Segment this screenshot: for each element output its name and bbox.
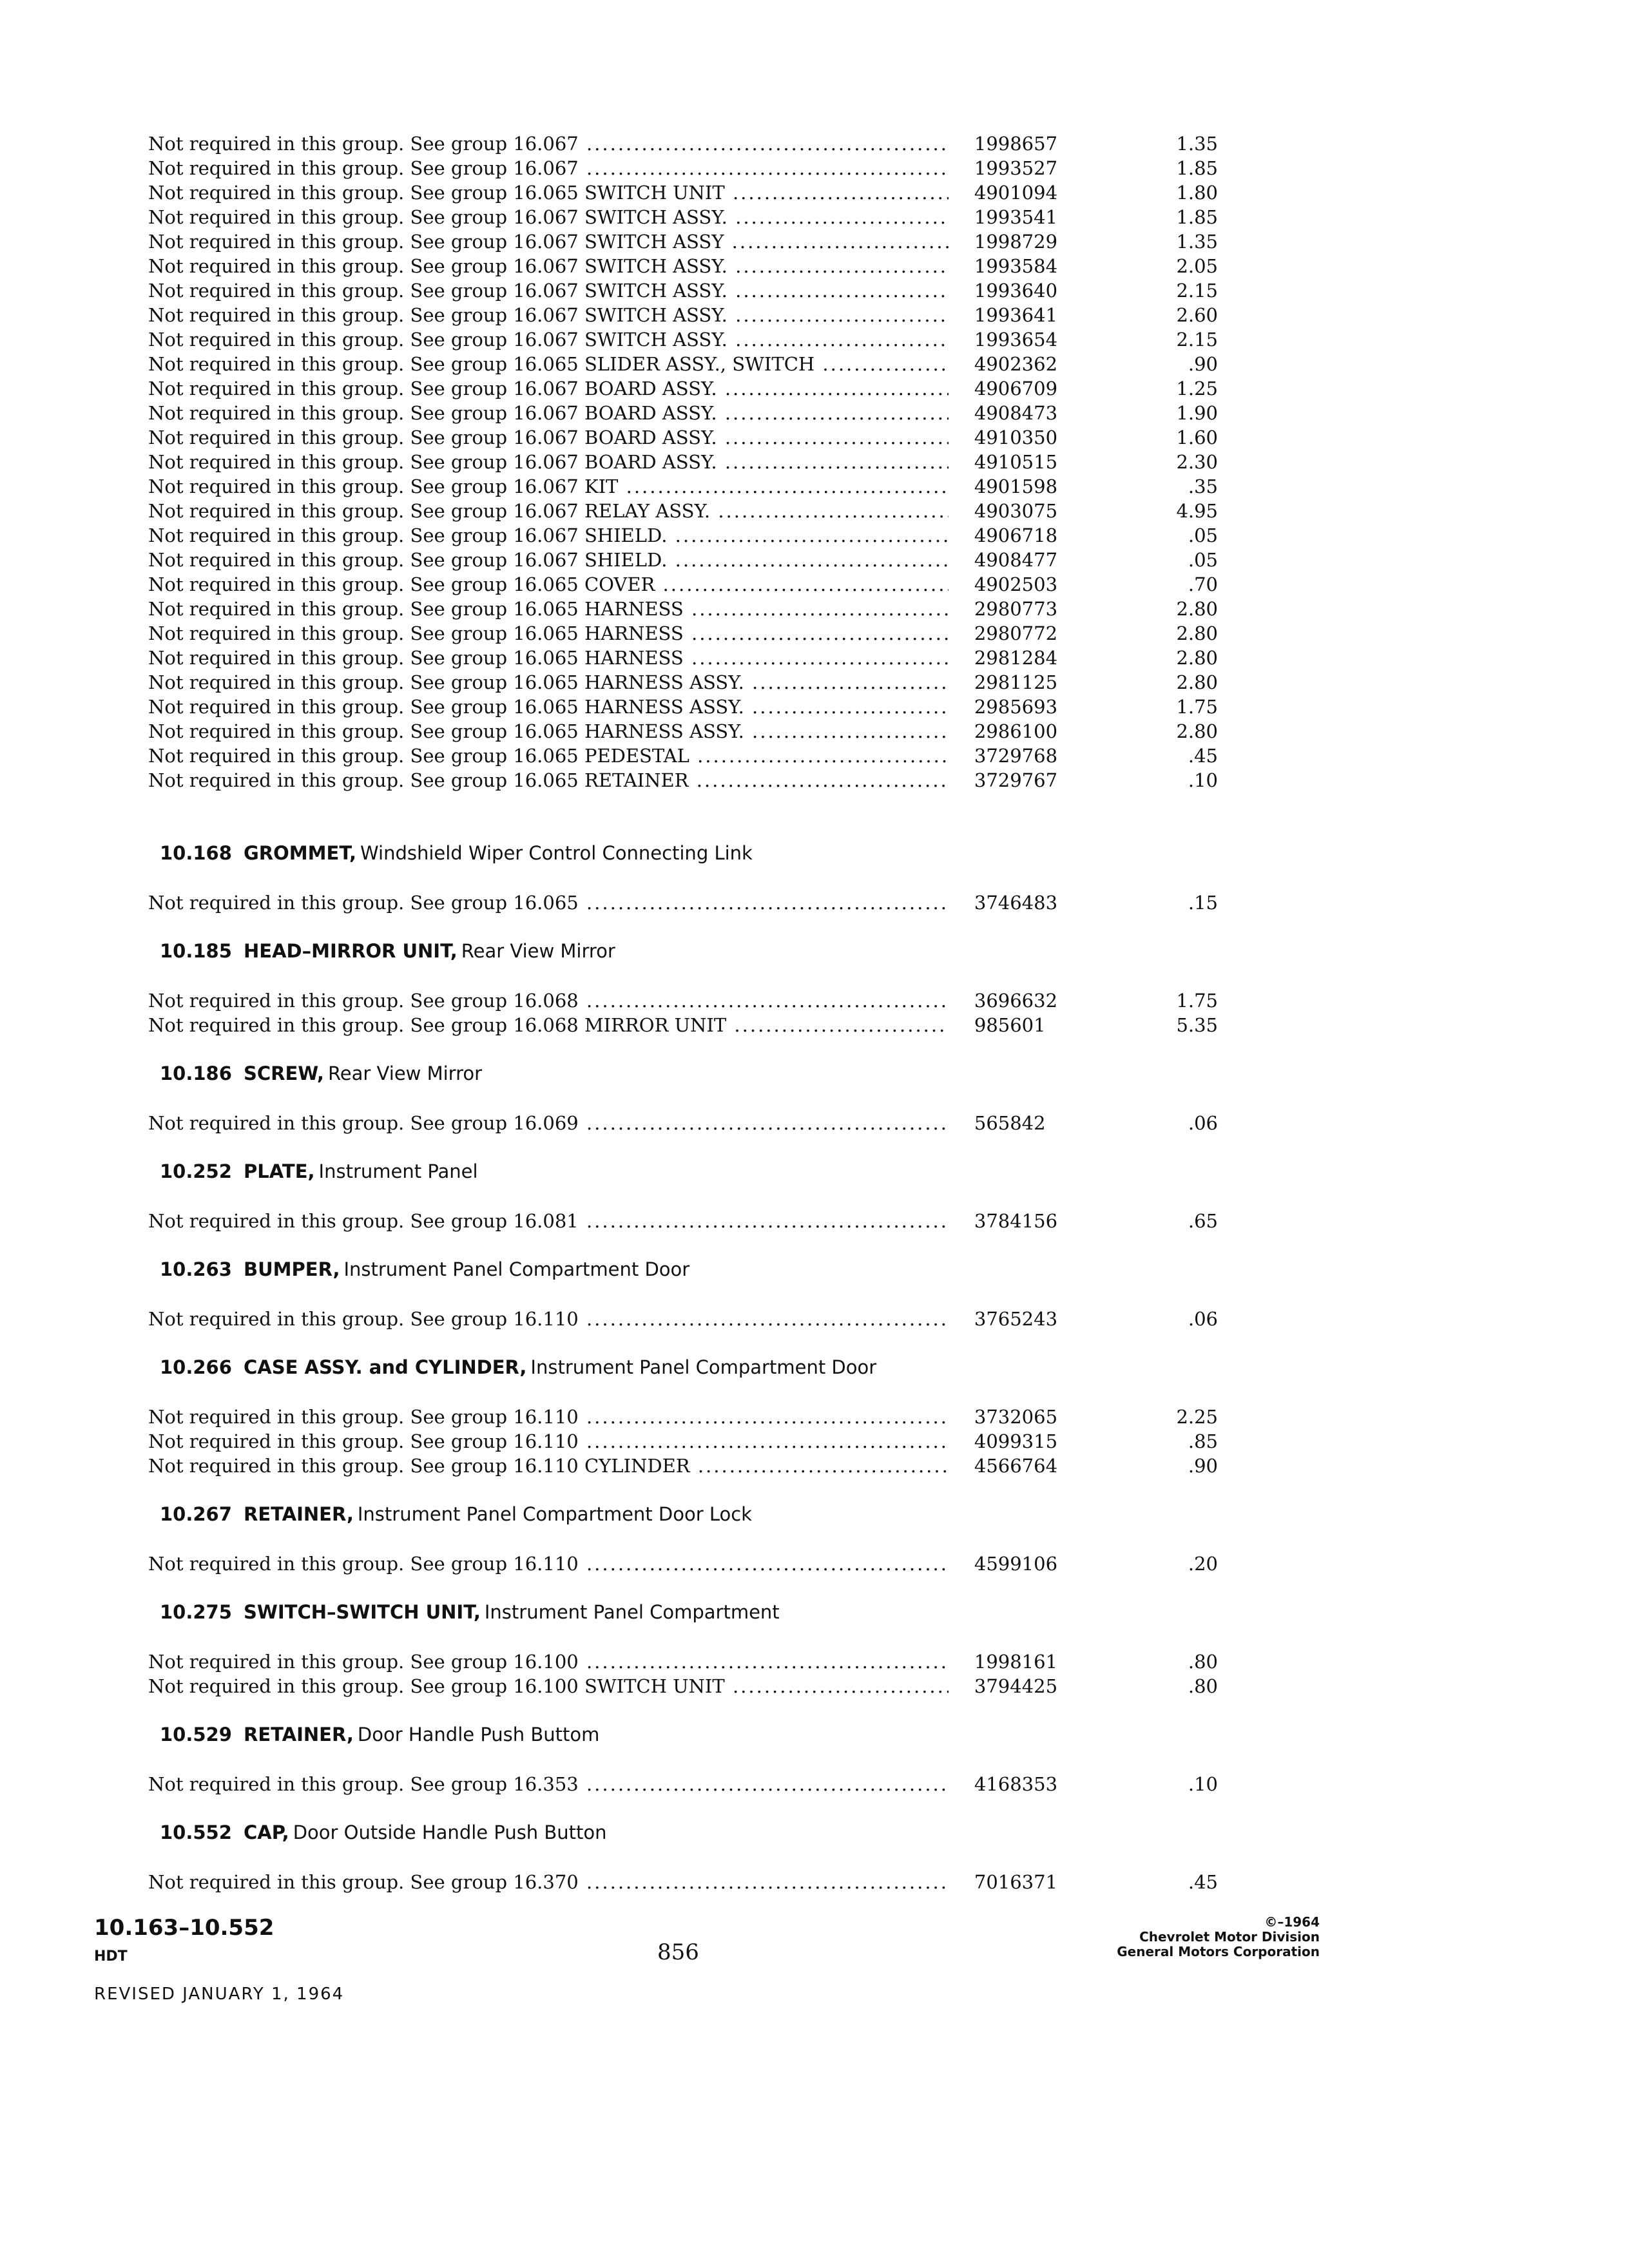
price: .65 <box>1188 1210 1219 1232</box>
row-desc: Not required in this group. See group 16.067 RELAY ASSY. ..... <box>148 499 949 523</box>
part-number: 2981125 <box>974 671 1058 693</box>
group-number: 10.263 <box>160 1258 232 1280</box>
row-desc: Not required in this group. See group 16.110 ..... <box>148 1307 949 1331</box>
row-desc: Not required in this group. See group 16.065 RETAINER ..... <box>148 768 949 793</box>
group <box>148 1158 1218 1233</box>
price: 2.15 <box>1176 280 1219 302</box>
price: 1.85 <box>1176 157 1219 179</box>
part-row <box>148 523 1218 548</box>
group <box>148 840 1218 915</box>
part-number: 4099315 <box>974 1430 1058 1452</box>
row-desc: Not required in this group. See group 16.065 HARNESS ..... <box>148 646 949 670</box>
part-number: 3794425 <box>974 1675 1058 1697</box>
group-heading <box>160 1256 1218 1282</box>
part-number: 1993640 <box>974 280 1058 302</box>
group-number: 10.267 <box>160 1503 232 1525</box>
row-desc: Not required in this group. See group 16.067 SWITCH ASSY. ..... <box>148 205 949 229</box>
row-desc: Not required in this group. See group 16.110 ..... <box>148 1405 949 1429</box>
part-number: 7016371 <box>974 1871 1058 1893</box>
group-desc: Instrument Panel Compartment Door Lock <box>357 1503 752 1525</box>
group-heading <box>160 938 1218 964</box>
part-row <box>148 768 1218 793</box>
part-number: 3729767 <box>974 769 1058 791</box>
copyright <box>1117 1915 1320 1959</box>
group-name: CAP, <box>244 1821 289 1843</box>
part-row <box>148 1649 1218 1674</box>
row-desc: Not required in this group. See group 16.100 SWITCH UNIT ..... <box>148 1674 949 1698</box>
row-desc: Not required in this group. See group 16.081 ..... <box>148 1209 949 1233</box>
row-desc: Not required in this group. See group 16.065 SWITCH UNIT ..... <box>148 180 949 205</box>
price: .85 <box>1188 1430 1219 1452</box>
group-number: 10.186 <box>160 1062 232 1084</box>
group-name: RETAINER, <box>244 1724 354 1745</box>
row-desc: Not required in this group. See group 16.068 ..... <box>148 988 949 1013</box>
row-desc: Not required in this group. See group 16.065 COVER ..... <box>148 572 949 597</box>
part-number: 1998657 <box>974 133 1058 155</box>
group <box>148 1820 1218 1894</box>
row-desc: Not required in this group. See group 16.065 PEDESTAL ..... <box>148 744 949 768</box>
group-desc: Door Outside Handle Push Button <box>293 1821 607 1843</box>
part-number: 565842 <box>974 1112 1046 1134</box>
revised-date: REVISED JANUARY 1, 1964 <box>94 1984 345 2004</box>
footer-range <box>94 1915 274 1965</box>
price: 2.15 <box>1176 329 1219 351</box>
row-desc: Not required in this group. See group 16.067 SHIELD. ..... <box>148 523 949 548</box>
row-desc: Not required in this group. See group 16.067 BOARD ASSY. ..... <box>148 401 949 425</box>
part-row <box>148 744 1218 768</box>
price: .45 <box>1188 745 1219 767</box>
part-row <box>148 1405 1218 1429</box>
part-row <box>148 180 1218 205</box>
price: .05 <box>1188 524 1219 546</box>
group-heading <box>160 1722 1218 1747</box>
price: .15 <box>1188 892 1219 914</box>
part-number: 4908473 <box>974 402 1058 424</box>
code: HDT <box>94 1948 128 1965</box>
group-heading <box>160 1158 1218 1184</box>
part-row <box>148 156 1218 180</box>
price: 2.25 <box>1176 1406 1219 1428</box>
group-desc: Instrument Panel Compartment Door <box>343 1258 690 1280</box>
group-name: CASE ASSY. and CYLINDER, <box>244 1356 527 1378</box>
part-number: 3765243 <box>974 1308 1058 1330</box>
price: 2.05 <box>1176 255 1219 277</box>
row-desc: Not required in this group. See group 16.110 ..... <box>148 1552 949 1576</box>
part-number: 1993584 <box>974 255 1058 277</box>
part-row <box>148 401 1218 425</box>
row-desc: Not required in this group. See group 16.067 ..... <box>148 156 949 180</box>
row-desc: Not required in this group. See group 16.067 SWITCH ASSY. ..... <box>148 303 949 327</box>
part-number: 4599106 <box>974 1553 1058 1575</box>
part-row <box>148 1429 1218 1454</box>
row-desc: Not required in this group. See group 16.110 ..... <box>148 1429 949 1454</box>
group <box>148 1599 1218 1698</box>
part-row <box>148 890 1218 915</box>
group-name: HEAD–MIRROR UNIT, <box>244 940 458 962</box>
part-row <box>148 499 1218 523</box>
part-row <box>148 303 1218 327</box>
row-desc: Not required in this group. See group 16.065 HARNESS ASSY. ..... <box>148 719 949 744</box>
row-desc: Not required in this group. See group 16.069 ..... <box>148 1111 949 1135</box>
part-row <box>148 205 1218 229</box>
part-number: 2981284 <box>974 647 1058 669</box>
part-number: 2980772 <box>974 622 1058 644</box>
part-row <box>148 327 1218 352</box>
price: .06 <box>1188 1112 1219 1134</box>
group-number: 10.266 <box>160 1356 232 1378</box>
part-number: 4168353 <box>974 1773 1058 1795</box>
row-desc: Not required in this group. See group 16.068 MIRROR UNIT ..... <box>148 1013 949 1037</box>
part-number: 4901094 <box>974 182 1058 204</box>
price: 1.35 <box>1176 133 1219 155</box>
group-heading <box>160 840 1218 866</box>
row-desc: Not required in this group. See group 16.065 ..... <box>148 890 949 915</box>
group-number: 10.252 <box>160 1160 232 1182</box>
copyright-year: ©–1964 <box>1264 1914 1320 1930</box>
row-desc: Not required in this group. See group 16.067 SHIELD. ..... <box>148 548 949 572</box>
row-desc: Not required in this group. See group 16.067 SWITCH ASSY. ..... <box>148 327 949 352</box>
group-desc: Windshield Wiper Control Connecting Link <box>360 842 753 864</box>
price: .35 <box>1188 476 1219 497</box>
part-row <box>148 646 1218 670</box>
row-desc: Not required in this group. See group 16.100 ..... <box>148 1649 949 1674</box>
parts-list <box>148 131 1218 1894</box>
row-desc: Not required in this group. See group 16.067 BOARD ASSY. ..... <box>148 376 949 401</box>
price: 2.30 <box>1176 451 1219 473</box>
group-number: 10.275 <box>160 1601 232 1623</box>
range: 10.163–10.552 <box>94 1915 275 1941</box>
part-row <box>148 1454 1218 1478</box>
group-name: SWITCH–SWITCH UNIT, <box>244 1601 481 1623</box>
price: 2.80 <box>1176 720 1219 742</box>
price: 5.35 <box>1176 1014 1219 1036</box>
group <box>148 938 1218 1037</box>
part-row <box>148 352 1218 376</box>
price: 1.85 <box>1176 206 1219 228</box>
part-number: 4908477 <box>974 549 1058 571</box>
group-name: RETAINER, <box>244 1503 354 1525</box>
part-row <box>148 1307 1218 1331</box>
group-number: 10.168 <box>160 842 232 864</box>
part-number: 4910515 <box>974 451 1058 473</box>
part-row <box>148 695 1218 719</box>
part-row <box>148 1209 1218 1233</box>
price: .06 <box>1188 1308 1219 1330</box>
group-heading <box>160 1501 1218 1527</box>
part-row <box>148 278 1218 303</box>
part-number: 1998161 <box>974 1651 1058 1673</box>
price: .10 <box>1188 769 1219 791</box>
row-desc: Not required in this group. See group 16.067 KIT ..... <box>148 474 949 499</box>
part-row <box>148 719 1218 744</box>
row-desc: Not required in this group. See group 16.067 BOARD ASSY. ..... <box>148 425 949 450</box>
row-desc: Not required in this group. See group 16.110 CYLINDER ..... <box>148 1454 949 1478</box>
group-heading <box>160 1354 1218 1380</box>
price: 2.60 <box>1176 304 1219 326</box>
part-row <box>148 670 1218 695</box>
part-row <box>148 621 1218 646</box>
part-number: 4903075 <box>974 500 1058 522</box>
price: .45 <box>1188 1871 1219 1893</box>
price: 1.75 <box>1176 990 1219 1012</box>
price: 2.80 <box>1176 598 1219 620</box>
part-number: 2986100 <box>974 720 1058 742</box>
group-desc: Rear View Mirror <box>327 1062 483 1084</box>
price: 2.80 <box>1176 647 1219 669</box>
price: 1.75 <box>1176 696 1219 718</box>
part-row <box>148 548 1218 572</box>
part-number: 4910350 <box>974 427 1058 448</box>
part-number: 4906718 <box>974 524 1058 546</box>
group-desc: Door Handle Push Buttom <box>357 1724 600 1745</box>
group-desc: Instrument Panel <box>318 1160 478 1182</box>
part-row <box>148 988 1218 1013</box>
row-desc: Not required in this group. See group 16.067 SWITCH ASSY. ..... <box>148 254 949 278</box>
part-number: 3729768 <box>974 745 1058 767</box>
row-desc: Not required in this group. See group 16.067 ..... <box>148 131 949 156</box>
part-number: 1998729 <box>974 231 1058 253</box>
part-row <box>148 1552 1218 1576</box>
group <box>148 1501 1218 1576</box>
part-row <box>148 1772 1218 1796</box>
group-number: 10.529 <box>160 1724 232 1745</box>
price: .20 <box>1188 1553 1219 1575</box>
group <box>148 1354 1218 1478</box>
group <box>148 1256 1218 1331</box>
part-row <box>148 1870 1218 1894</box>
group-name: PLATE, <box>244 1160 315 1182</box>
group-desc: Instrument Panel Compartment <box>484 1601 780 1623</box>
row-desc: Not required in this group. See group 16.067 BOARD ASSY. ..... <box>148 450 949 474</box>
group-name: BUMPER, <box>244 1258 340 1280</box>
row-desc: Not required in this group. See group 16.067 SWITCH ASSY. ..... <box>148 278 949 303</box>
price: 1.25 <box>1176 378 1219 399</box>
part-number: 985601 <box>974 1014 1046 1036</box>
row-desc: Not required in this group. See group 16.065 HARNESS ..... <box>148 621 949 646</box>
part-row <box>148 376 1218 401</box>
part-row <box>148 572 1218 597</box>
part-number: 3784156 <box>974 1210 1058 1232</box>
part-row <box>148 474 1218 499</box>
group-number: 10.552 <box>160 1821 232 1843</box>
group-name: SCREW, <box>244 1062 324 1084</box>
price: .90 <box>1188 1455 1219 1477</box>
part-number: 4902362 <box>974 353 1058 375</box>
part-number: 4902503 <box>974 573 1058 595</box>
part-number: 3746483 <box>974 892 1058 914</box>
group-heading <box>160 1599 1218 1625</box>
row-desc: Not required in this group. See group 16.065 HARNESS ..... <box>148 597 949 621</box>
row-desc: Not required in this group. See group 16.067 SWITCH ASSY ..... <box>148 229 949 254</box>
price: .80 <box>1188 1651 1219 1673</box>
part-number: 1993541 <box>974 206 1058 228</box>
price: .05 <box>1188 549 1219 571</box>
group-desc: Rear View Mirror <box>461 940 615 962</box>
price: 1.60 <box>1176 427 1219 448</box>
part-row <box>148 450 1218 474</box>
part-row <box>148 1013 1218 1037</box>
group-heading <box>160 1820 1218 1845</box>
row-desc: Not required in this group. See group 16.370 ..... <box>148 1870 949 1894</box>
part-row <box>148 131 1218 156</box>
group-desc: Instrument Panel Compartment Door <box>530 1356 877 1378</box>
group-name: GROMMET, <box>244 842 356 864</box>
page-number: 856 <box>657 1939 699 1965</box>
part-row <box>148 254 1218 278</box>
part-number: 3696632 <box>974 990 1058 1012</box>
part-number: 3732065 <box>974 1406 1058 1428</box>
part-number: 1993641 <box>974 304 1058 326</box>
price: .70 <box>1188 573 1219 595</box>
part-row <box>148 229 1218 254</box>
group-number: 10.185 <box>160 940 232 962</box>
price: 1.80 <box>1176 182 1219 204</box>
row-desc: Not required in this group. See group 16.065 SLIDER ASSY., SWITCH ..... <box>148 352 949 376</box>
corporation: General Motors Corporation <box>1117 1944 1320 1959</box>
part-row <box>148 1674 1218 1698</box>
price: 1.35 <box>1176 231 1219 253</box>
row-desc: Not required in this group. See group 16.065 HARNESS ASSY. ..... <box>148 695 949 719</box>
price: 2.80 <box>1176 622 1219 644</box>
group <box>148 1061 1218 1135</box>
price: 4.95 <box>1176 500 1219 522</box>
division: Chevrolet Motor Division <box>1139 1929 1320 1945</box>
group <box>148 1722 1218 1796</box>
price: 2.80 <box>1176 671 1219 693</box>
price: .10 <box>1188 1773 1219 1795</box>
row-desc: Not required in this group. See group 16.353 ..... <box>148 1772 949 1796</box>
part-number: 2980773 <box>974 598 1058 620</box>
part-row <box>148 1111 1218 1135</box>
part-row <box>148 425 1218 450</box>
row-desc: Not required in this group. See group 16.065 HARNESS ASSY. ..... <box>148 670 949 695</box>
price: .90 <box>1188 353 1219 375</box>
price: .80 <box>1188 1675 1219 1697</box>
part-row <box>148 597 1218 621</box>
part-number: 4901598 <box>974 476 1058 497</box>
part-number: 4906709 <box>974 378 1058 399</box>
part-number: 1993527 <box>974 157 1058 179</box>
part-number: 2985693 <box>974 696 1058 718</box>
price: 1.90 <box>1176 402 1219 424</box>
part-number: 4566764 <box>974 1455 1058 1477</box>
part-number: 1993654 <box>974 329 1058 351</box>
group-heading <box>160 1061 1218 1086</box>
